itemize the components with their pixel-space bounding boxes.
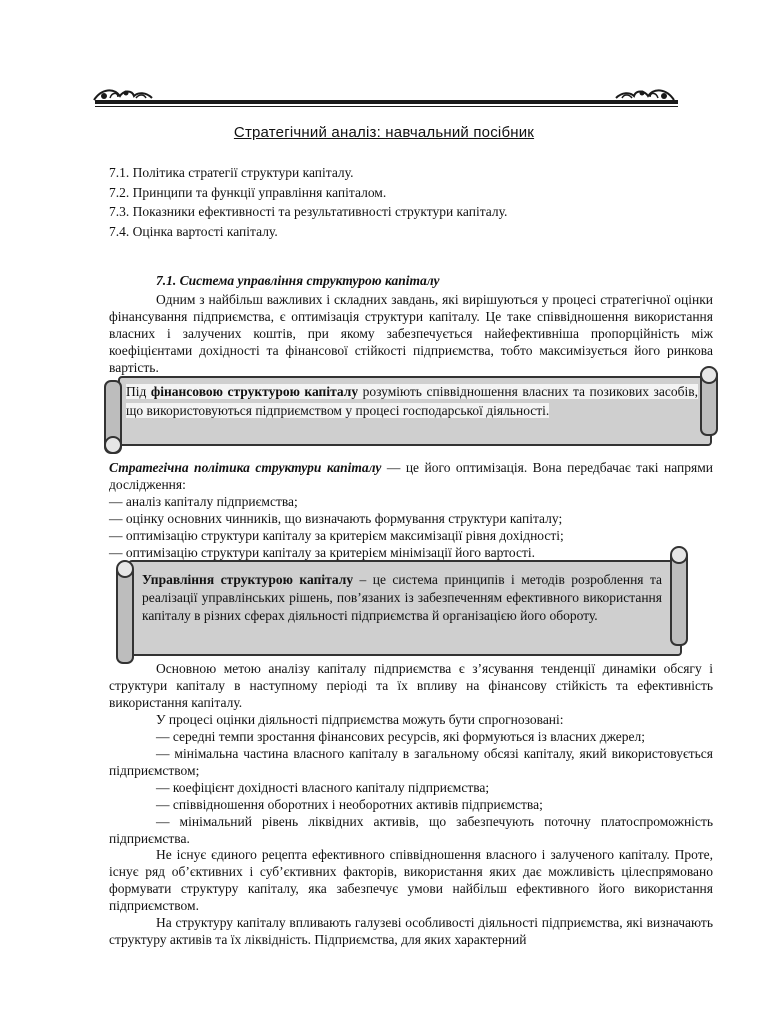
paragraph: Основною метою аналізу капіталу підприємства є з’ясування тенденції динаміки обсягу і структури капіталу в наступному періоді та їх впливу на фінансову стійкість та ефективність використання капіталу.: [109, 661, 713, 710]
toc-item: 7.2. Принципи та функції управління капіталом.: [109, 184, 387, 200]
list-item: — мінімальна частина власного капіталу в загальному обсязі капіталу, який використовується підприємством;: [109, 746, 713, 778]
paragraph: У процесі оцінки діяльності підприємства можуть бути спрогнозовані:: [156, 712, 564, 727]
toc-item: 7.1. Політика стратегії структури капіталу.: [109, 165, 354, 180]
section-heading: 7.1. Система управління структурою капіталу: [156, 273, 440, 288]
paragraph: Не існує єдиного рецепта ефективного співвідношення власного і залученого капіталу. Проте, існує ряд об’єктивних і суб’єктивних факторів, використання яких дає можливість цілеспрямовано формувати структуру капіталу, яка забезпечує умови найбільш ефективного його використання підприємством.: [109, 847, 713, 913]
list-item: — оптимізацію структури капіталу за критерієм максимізації рівня дохідності;: [109, 528, 564, 543]
paragraph: Одним з найбільш важливих і складних завдань, які вирішуються у процесі стратегічної оцінки фінансування підприємства, є оптимізація структури капіталу. Це таке співвідношення використання власних і залучених коштів, при якому забезпечується найефективніша пропорційність між коефіцієнтами дохідності та фінансової стійкості підприємства, тобто максимізується його ринкова вартість.: [109, 292, 713, 375]
list-item: — оцінку основних чинників, що визначають формування структури капіталу;: [109, 511, 563, 526]
policy-paragraph: Стратегічна політика структури капіталу — це його оптимізація. Вона передбачає такі напрями дослідження:: [109, 460, 713, 492]
list-item: — співвідношення оборотних і необоротних активів підприємства;: [156, 797, 543, 812]
paragraph: На структуру капіталу впливають галузеві особливості діяльності підприємства, які визначають структуру активів та їх ліквідність. Підприємства, для яких характерний: [109, 915, 713, 947]
page-title: Стратегічний аналіз: навчальний посібник: [233, 124, 535, 141]
definition-scroll-box: [100, 366, 720, 456]
forecast-list: [109, 728, 713, 847]
list-item: — мінімальний рівень ліквідних активів, що забезпечують поточну платоспроможність підприємства.: [109, 814, 713, 846]
header-rule-thin: [95, 106, 678, 107]
management-text: Управління структурою капіталу – це система принципів і методів розроблення та реалізації управлінських рішень, пов’язаних із забезпеченням ефективного використання капіталу в різних сферах діяльності підприємства й організацією його обороту.: [142, 572, 662, 623]
toc-item: 7.4. Оцінка вартості капіталу.: [109, 223, 278, 239]
management-scroll-box: [114, 546, 688, 664]
toc-item: 7.3. Показники ефективності та результативності структури капіталу.: [109, 204, 508, 219]
list-item: — аналіз капіталу підприємства;: [109, 494, 298, 509]
list-item: — середні темпи зростання фінансових ресурсів, які формуються із власних джерел;: [156, 729, 645, 744]
table-of-contents: [109, 163, 507, 241]
definition-text: Під фінансовою структурою капіталу розуміють співвідношення власних та позикових засобів, що використовуються підприємством у процесі господарської діяльності.: [126, 384, 698, 418]
list-item: — коефіцієнт дохідності власного капіталу підприємства;: [156, 780, 490, 795]
header-rule: [95, 100, 678, 104]
list-item: — оптимізацію структури капіталу за критерієм мінімізації його вартості.: [109, 545, 536, 560]
